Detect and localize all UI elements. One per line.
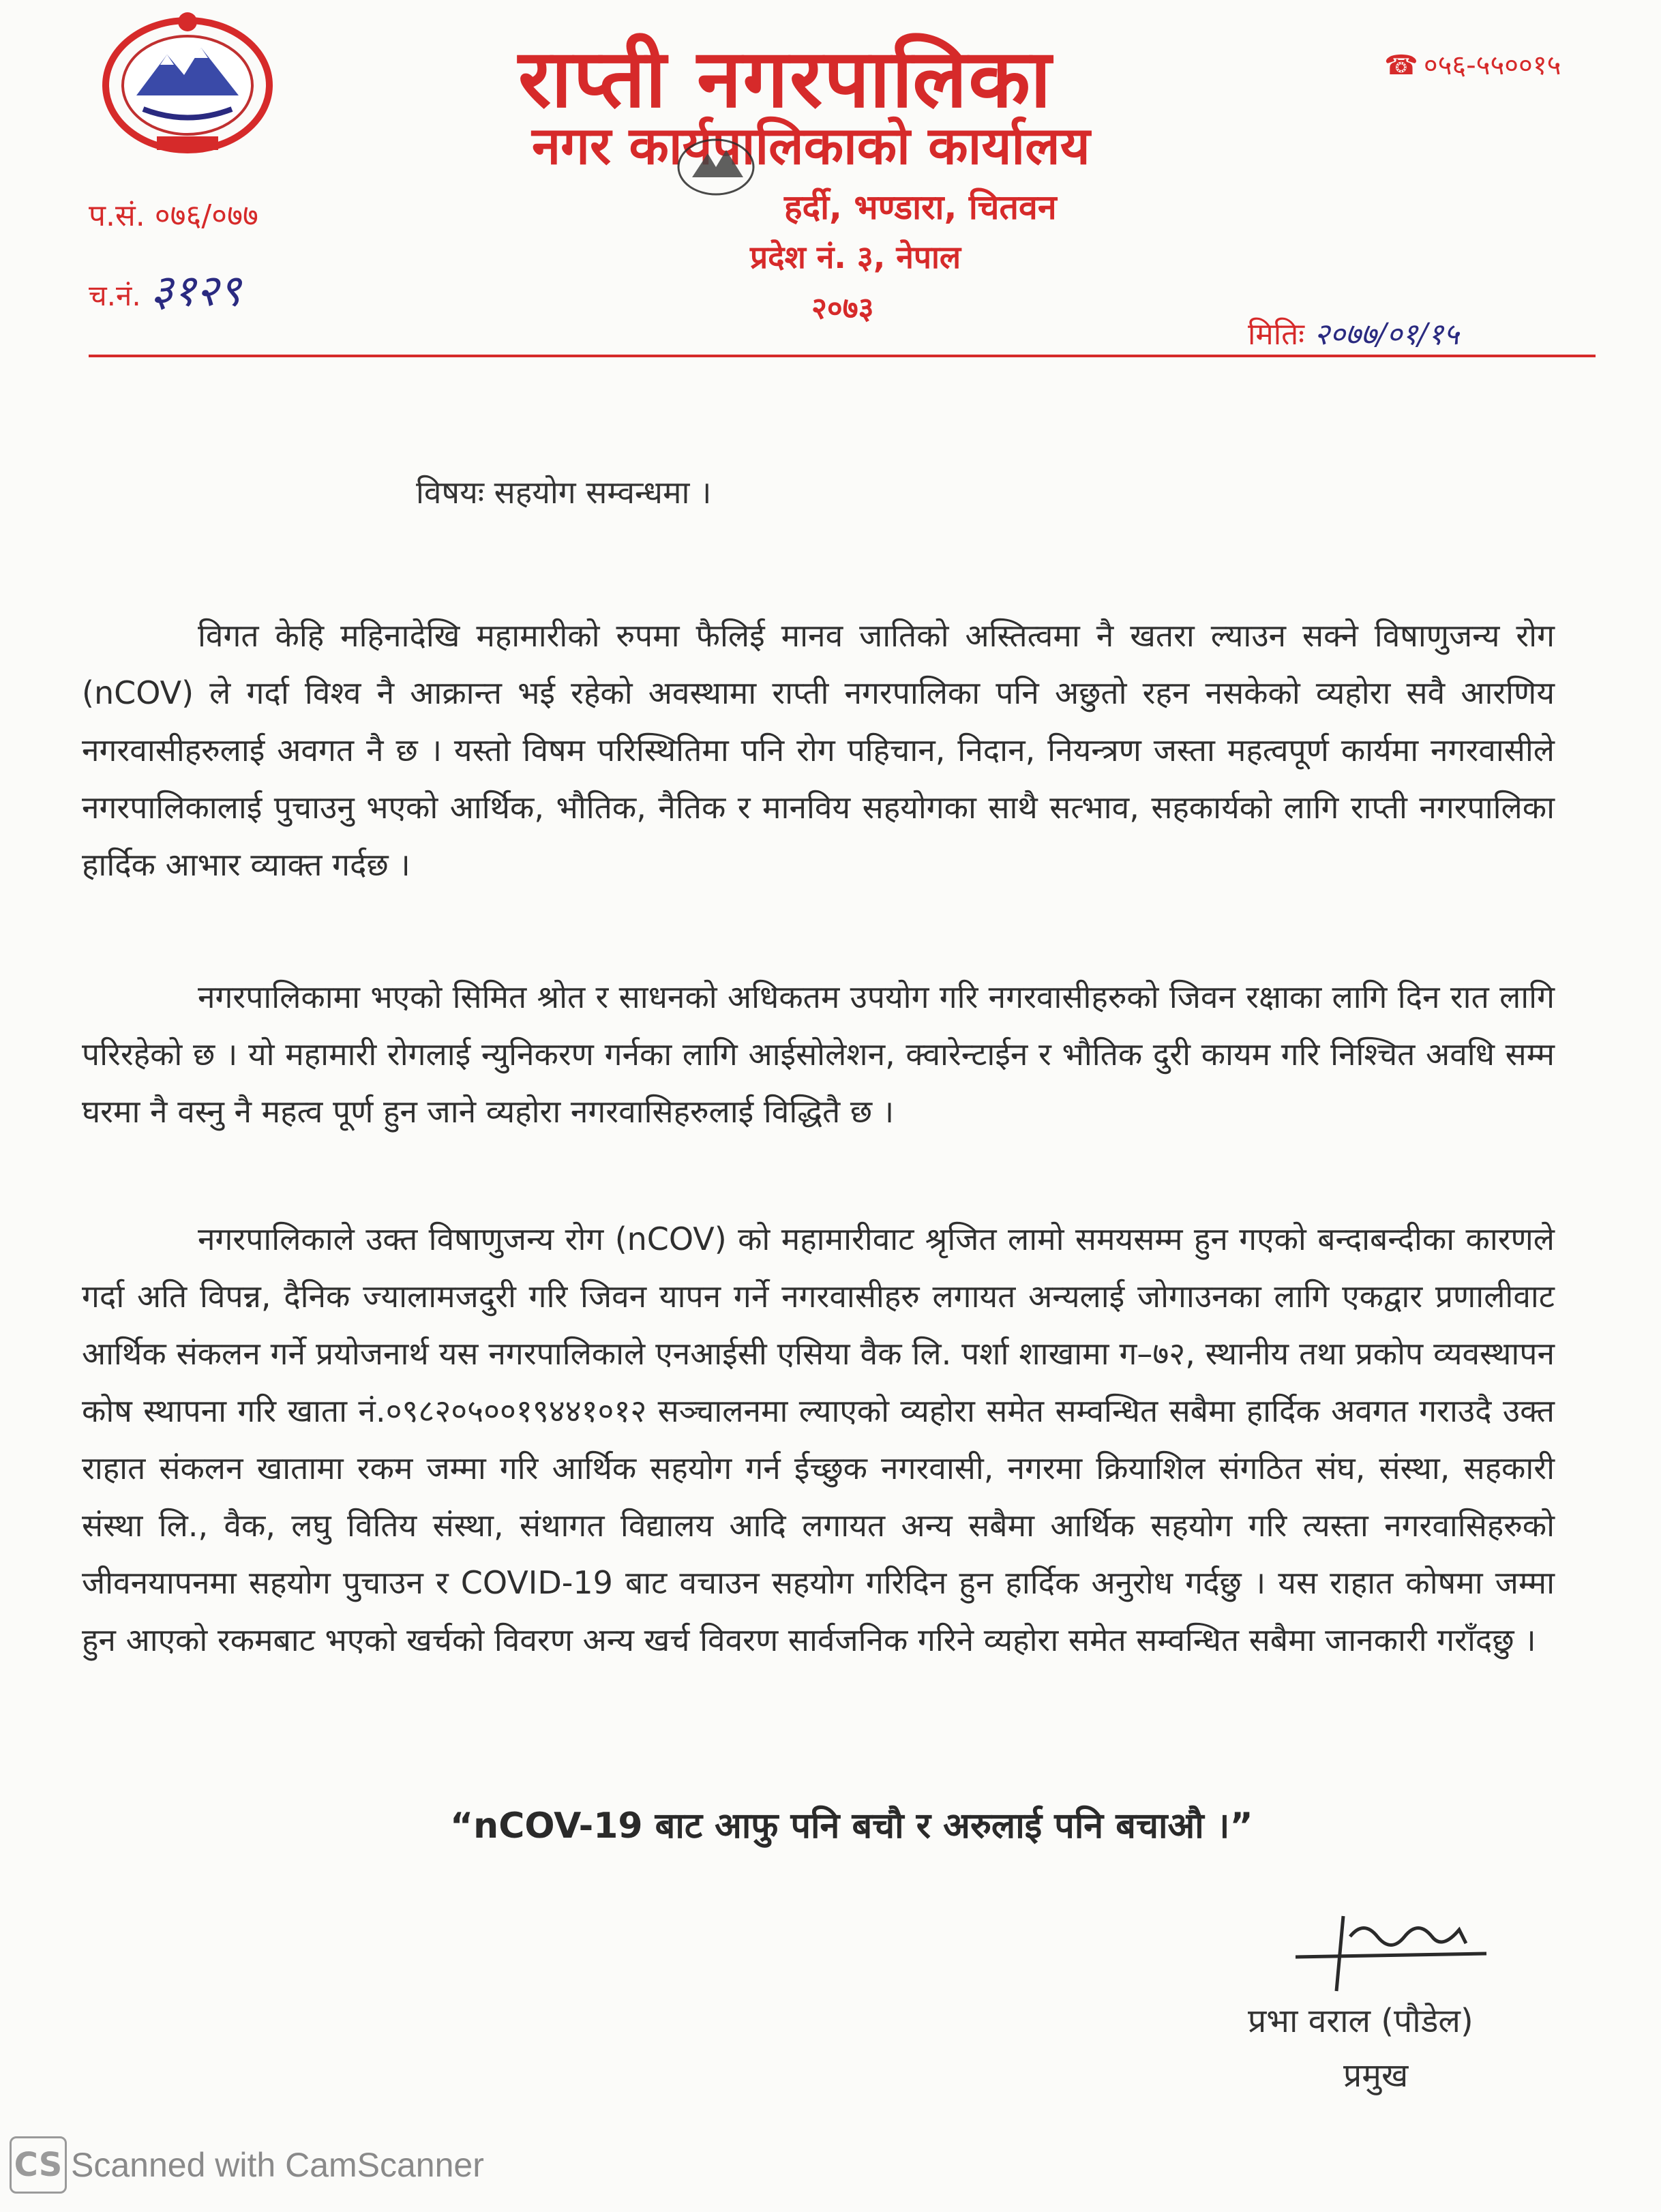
established-year: २०७३ [811, 291, 874, 326]
date-value: २०७७/०१/१५ [1314, 317, 1459, 352]
office-name: नगर कार्यपालिकाको कार्यालय [532, 115, 1090, 176]
fiscal-year-label: प.सं. [89, 198, 145, 233]
letter-date [1248, 312, 1459, 353]
letter-paragraph-1: विगत केहि महिनादेखि महामारीको रुपमा फैलिई मानव जातिको अस्तित्वमा नै खतरा ल्याउन सक्ने विषाणुजन्य रोग (nCOV) ले गर्दा विश्व नै आक्रान्त भई रहेको अवस्थामा राप्ती नगरपालिका पनि अछुतो रहन नसकेको व्यहोरा सवै आरणिय नगरवासीहरुलाई अवगत नै छ । यस्तो विषम परिस्थितिमा पनि रोग पहिचान, निदान, नियन्त्रण जस्ता महत्वपूर्ण कार्यमा नगरवासीले नगरपालिकालाई पुचाउनु भएको आर्थिक, भौतिक, नैतिक र मानविय सहयोगका साथै सत्भाव, सहकार्यको लागि राप्ती नगरपालिका हार्दिक आभार व्याक्त गर्दछ । [82, 617, 1555, 883]
ref-value: ३१२९ [150, 266, 241, 316]
header-divider [89, 355, 1596, 357]
camscanner-watermark [10, 2134, 484, 2196]
letter-paragraph-3: नगरपालिकाले उक्त विषाणुजन्य रोग (nCOV) को महामारीवाट श्रृजित लामो समयसम्म हुन गएको बन्दाबन्दीका कारणले गर्दा अति विपन्न, दैनिक ज्यालामजदुरी गरि जिवन यापन गर्ने नगरवासीहरु लगायत अन्यलाई जोगाउनका लागि एकद्वार प्रणालीवाट आर्थिक संकलन गर्ने प्रयोजनार्थ यस नगरपालिकाले एनआईसी एसिया वैक लि. पर्शा शाखामा ग–७२, स्थानीय तथा प्रकोप व्यवस्थापन कोष स्थापना गरि खाता नं.०९८२०५००१९४४१०१२ सञ्चालनमा ल्याएको व्यहोरा समेत सम्वन्धित सबैमा हार्दिक अवगत गराउदै उक्त राहात संकलन खातामा रकम जम्मा गरि आर्थिक सहयोग गर्न ईच्छुक नगरवासी, नगरमा क्रियाशिल संगठित संघ, संस्था, सहकारी संस्था लि., वैक, लघु वितिय संस्था, संथागत विद्यालय आदि लगायत अन्य सबैमा आर्थिक सहयोग गरि त्यस्ता नगरवासिहरुको जीवनयापनमा सहयोग पुचाउन र COVID-19 बाट वचाउन सहयोग गरिदिन हुन हार्दिक अनुरोध गर्दछु । यस राहात कोषमा जम्मा हुन आएको रकमबाट भएको खर्चको विवरण अन्य खर्च विवरण सार्वजनिक गरिने व्यहोरा समेत सम्वन्धित सबैमा जानकारी गराँदछु । [82, 1221, 1555, 1658]
nepal-emblem-icon [89, 7, 286, 157]
reference-number [89, 259, 241, 318]
handwritten-signature-icon [1282, 1889, 1514, 1998]
address-line-2: प्रदेश नं. ३, नेपाल [750, 239, 961, 275]
fiscal-year [89, 194, 258, 235]
camscanner-logo-icon: CS [10, 2136, 67, 2194]
fiscal-year-value: ०७६/०७७ [154, 198, 258, 233]
official-stamp-icon [614, 130, 818, 355]
signer-name: प्रभा वराल (पौडेल) [1248, 2002, 1473, 2040]
date-label: मितिः [1248, 317, 1305, 352]
address-line-1: हर्दी, भण्डारा, चितवन [784, 188, 1057, 227]
ref-label: च.नं. [89, 279, 141, 312]
phone-icon: ☎ [1384, 50, 1418, 81]
slogan: “nCOV-19 बाट आफु पनि बचौ र अरुलाई पनि बचाऔ ।” [450, 1806, 1253, 1847]
phone-value: ०५६-५५००१५ [1423, 50, 1561, 81]
signer-title: प्रमुख [1343, 2057, 1409, 2095]
watermark-text: Scanned with CamScanner [71, 2146, 484, 2184]
letter-subject: विषयः सहयोग सम्वन्धमा । [416, 474, 712, 511]
org-name: राप्ती नगरपालिका [518, 31, 1053, 125]
letter-paragraph-2: नगरपालिकामा भएको सिमित श्रोत र साधनको अधिकतम उपयोग गरि नगरवासीहरुको जिवन रक्षाका लागि दिन रात लागि परिरहेको छ । यो महामारी रोगलाई न्युनिकरण गर्नका लागि आईसोलेशन, क्वारेन्टाईन र भौतिक दुरी कायम गरि निश्चित अवधि सम्म घरमा नै वस्नु नै महत्व पूर्ण हुन जाने व्यहोरा नगरवासिहरुलाई विद्धितै छ । [82, 978, 1555, 1130]
phone-number [1384, 45, 1561, 83]
